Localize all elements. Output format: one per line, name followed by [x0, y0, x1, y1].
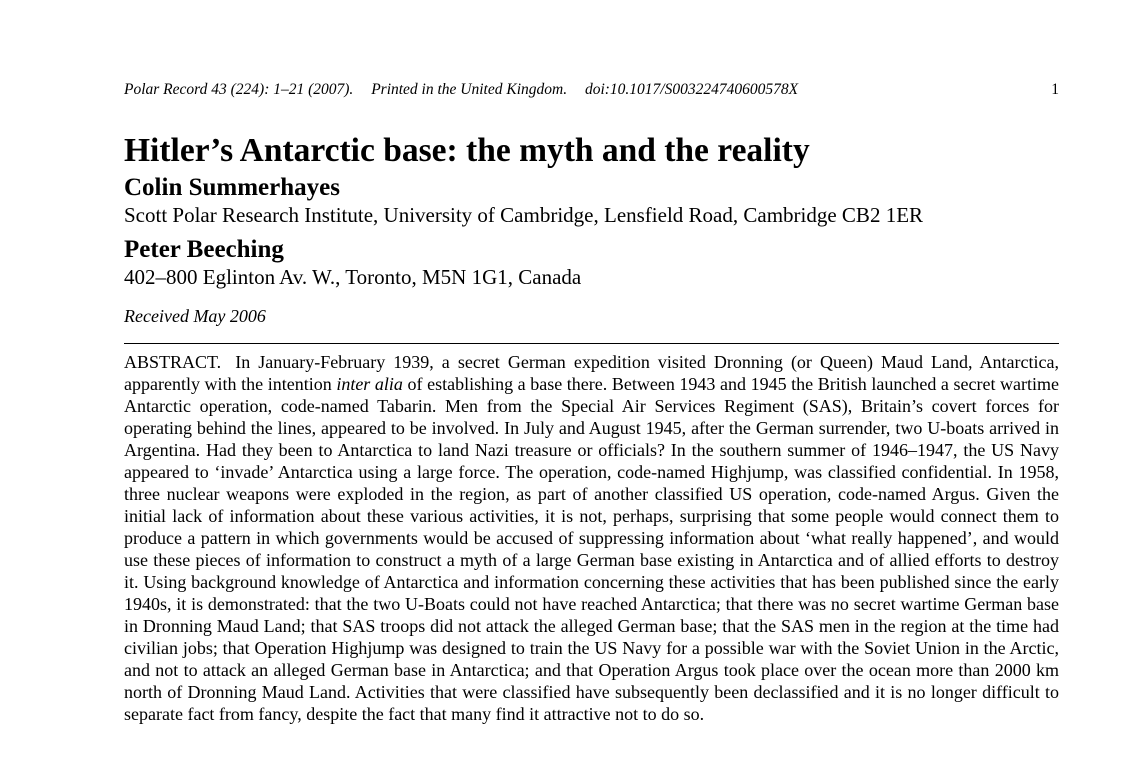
abstract-italic-phrase: inter alia: [336, 374, 403, 394]
paper-title: Hitler’s Antarctic base: the myth and the reality: [124, 132, 810, 169]
doi: doi:10.1017/S003224740600578X: [584, 81, 799, 98]
abstract: [124, 351, 1059, 725]
journal-citation: Polar Record 43 (224): 1–21 (2007).: [124, 81, 354, 98]
abstract-label: ABSTRACT.: [124, 352, 222, 372]
author-name: Colin Summerhayes: [124, 174, 340, 201]
running-head: [124, 80, 1059, 100]
author-name: Peter Beeching: [124, 236, 284, 263]
printed-note: Printed in the United Kingdom.: [371, 81, 568, 98]
received-date: Received May 2006: [124, 306, 266, 326]
abstract-text: In January-February 1939, a secret German expedition visited Dronning (or Queen) Maud Land, Antarctica, apparently with the intention: [124, 352, 1060, 394]
page-number: 1: [1051, 81, 1059, 98]
author-affiliation: 402–800 Eglinton Av. W., Toronto, M5N 1G1, Canada: [124, 265, 582, 289]
divider-rule: [124, 343, 1059, 344]
author-affiliation: Scott Polar Research Institute, University of Cambridge, Lensfield Road, Cambridge CB2 1ER: [124, 203, 924, 227]
abstract-text: of establishing a base there. Between 1943 and 1945 the British launched a secret wartime Antarctic operation, code-named Tabarin. Men from the Special Air Services Regiment (SAS), Britain’s covert forces for operating behind the lines, appeared to be involved. In July and August 1945, after the German surrender, two U-boats arrived in Argentina. Had they been to Antarctica to land Nazi treasure or officials? In the southern summer of 1946–1947, the US Navy appeared to ‘invade’ Antarctica using a large force. The operation, code-named Highjump, was classified confidential. In 1958, three nuclear weapons were exploded in the region, as part of another classified US operation, code-named Argus. Given the initial lack of information about these various activities, it is not, perhaps, surprising that some people would connect them to produce a pattern in which governments would be accused of suppressing information about ‘what really happened’, and would use these pieces of information to construct a myth of a large German base existing in Antarctica and of allied efforts to destroy it. Using background knowledge of Antarctica and information concerning these activities that has been published since the early 1940s, it is demonstrated: that the two U-Boats could not have reached Antarctica; that there was no secret wartime German base in Dronning Maud Land; that SAS troops did not attack the alleged German base; that the SAS men in the region at the time had civilian jobs; that Operation Highjump was designed to train the US Navy for a possible war with the Soviet Union in the Arctic, and not to attack an alleged German base in Antarctica; and that Operation Argus took place over the ocean more than 2000 km north of Dronning Maud Land. Activities that were classified have subsequently been declassified and it is no longer difficult to separate fact from fancy, despite the fact that many find it attractive not to do so.: [124, 374, 1060, 724]
